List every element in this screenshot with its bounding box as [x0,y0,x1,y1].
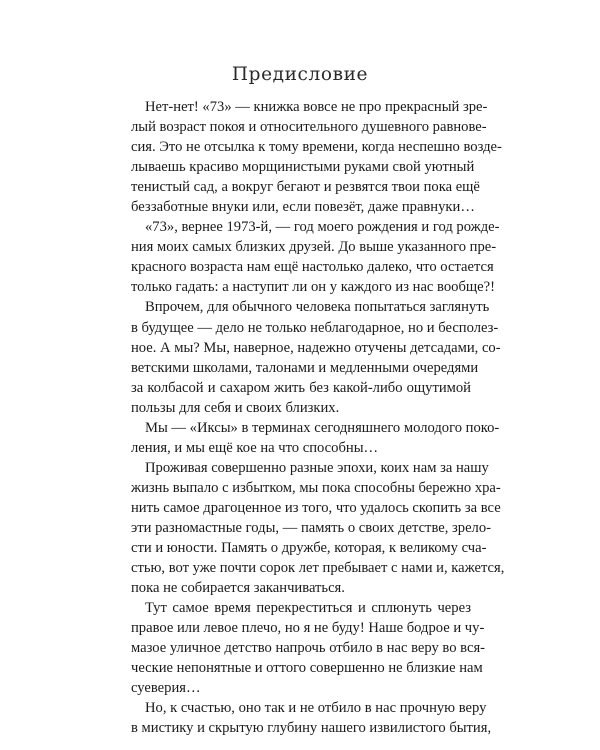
text-line: лываешь красиво морщинистыми руками свой уютный [131,159,475,176]
text-line: стью, вот уже почти сорок лет пребывает с нами и, кажется, [131,560,505,577]
text-line: красного возраста нам ещё настолько далеко, что остается [131,259,494,276]
text-line: жизнь выпало с избытком, мы пока способны бережно хра- [131,479,501,496]
text-line: Но, к счастью, оно так и не отбило в нас прочную веру [145,700,487,717]
page-title: Предисловие [231,64,369,85]
text-line: сия. Это не отсылка к тому времени, когда неспешно возде- [131,139,502,156]
text-line: правое или левое плечо, но я не буду! Наше бодрое и чу- [131,620,485,637]
text-line: в будущее — дело не только неблагодарное, но и бесполез- [131,319,499,336]
text-line: сти и юности. Память о дружбе, которая, к великому сча- [131,540,487,557]
text-line: Тут самое время перекреститься и сплюнуть через [145,600,471,617]
text-line: ния моих самых близких друзей. До выше указанного пре- [131,239,497,256]
text-line: ления, и мы ещё кое на что способны… [131,439,379,456]
text-line: тенистый сад, а вокруг бегают и резвятся твои пока ещё [131,179,480,196]
text-line: нить самое драгоценное из того, что удалось скопить за все [131,499,501,516]
text-line: только гадать: а наступит ли он у каждого из нас вообще?! [131,279,495,296]
text-line: пока не собирается заканчиваться. [131,580,345,597]
body-text [131,97,505,739]
text-line: «73», вернее 1973-й, — год моего рождения и год рожде- [145,219,500,236]
text-line: ческие непонятные и оттого совершенно не близкие нам [131,660,483,677]
text-line: лый возраст покоя и относительного душевного равнове- [131,119,487,136]
text-line: беззаботные внуки или, если повезёт, даже правнуки… [131,199,475,216]
text-line: Мы — «Иксы» в терминах сегодняшнего молодого поко- [145,419,500,436]
text-line: мазое уличное детство напрочь отбило в нас веру во вся- [131,640,486,657]
text-line: Впрочем, для обычного человека попытаться заглянуть [145,299,490,316]
text-line: Нет-нет! «73» — книжка вовсе не про прекрасный зре- [145,99,488,115]
text-line: пользы для себя и своих близких. [131,399,340,416]
text-line: ное. А мы? Мы, наверное, надежно отучены детсадами, со- [131,339,501,356]
text-line: в мистику и скрытую глубину нашего извилистого бытия, [131,720,492,737]
text-line: Проживая совершенно разные эпохи, коих нам за нашу [145,459,489,476]
text-line: за колбасой и сахаром жить без какой-либо ощутимой [131,379,471,396]
text-line: эти разномастные годы, — память о своих детстве, зрело- [131,519,491,536]
text-line: ветскими школами, талонами и медленными очередями [131,359,479,376]
text-line: суеверия… [131,680,201,697]
